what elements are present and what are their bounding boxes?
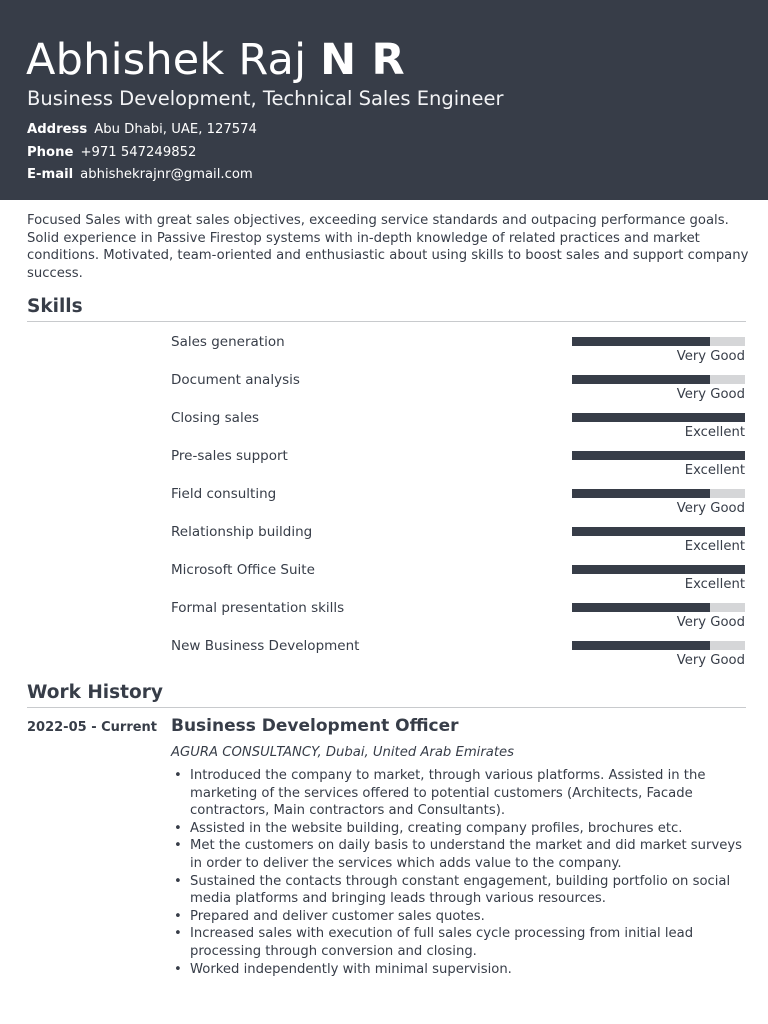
skill-row bbox=[0, 409, 768, 447]
contact-label: E-mail bbox=[27, 167, 74, 182]
skill-rating-fill bbox=[572, 375, 710, 384]
skill-level: Excellent bbox=[684, 539, 745, 554]
contact-value: abhishekrajnr@gmail.com bbox=[80, 167, 253, 182]
job-dates: 2022-05 - Current bbox=[27, 720, 158, 735]
skill-row bbox=[0, 485, 768, 523]
skill-name: Microsoft Office Suite bbox=[171, 562, 315, 578]
contact-value: Abu Dhabi, UAE, 127574 bbox=[94, 122, 257, 137]
skill-name: Relationship building bbox=[171, 524, 313, 540]
responsibility-item: • Assisted in the website building, creating company profiles, brochures etc. bbox=[171, 820, 751, 838]
skill-level: Excellent bbox=[684, 463, 745, 478]
skill-rating-bar bbox=[572, 641, 745, 650]
skill-rating-fill bbox=[572, 603, 710, 612]
contact-phone bbox=[27, 144, 196, 162]
job-title: Business Development Officer bbox=[171, 716, 459, 736]
work-history-heading: Work History bbox=[27, 682, 163, 703]
responsibility-item: • Increased sales with execution of full sales cycle processing from initial lead processing through conversion and closing. bbox=[171, 925, 751, 960]
skill-name: Document analysis bbox=[171, 372, 300, 388]
skill-rating-fill bbox=[572, 337, 710, 346]
skill-rating-bar bbox=[572, 527, 745, 536]
skill-rating-fill bbox=[572, 527, 745, 536]
skill-rating-fill bbox=[572, 451, 745, 460]
skill-rating-bar bbox=[572, 451, 745, 460]
skill-name: New Business Development bbox=[171, 638, 360, 654]
skills-divider bbox=[27, 321, 746, 322]
skill-name: Formal presentation skills bbox=[171, 600, 345, 616]
skill-level: Very Good bbox=[676, 501, 745, 516]
skill-name: Closing sales bbox=[171, 410, 260, 426]
skill-rating-fill bbox=[572, 413, 745, 422]
job-responsibilities bbox=[171, 767, 751, 978]
resume-header bbox=[0, 0, 768, 200]
skill-rating-fill bbox=[572, 641, 710, 650]
skill-row bbox=[0, 523, 768, 561]
skill-rating-bar bbox=[572, 565, 745, 574]
contact-label: Address bbox=[27, 122, 88, 137]
contact-value: +971 547249852 bbox=[80, 145, 197, 160]
skill-rating-fill bbox=[572, 565, 745, 574]
responsibility-item: • Sustained the contacts through constant engagement, building portfolio on social media platforms and bringing leads through various resources. bbox=[171, 873, 751, 908]
skill-name: Sales generation bbox=[171, 334, 285, 350]
name-last: N R bbox=[320, 35, 405, 85]
contact-email bbox=[27, 166, 253, 184]
responsibility-item: • Introduced the company to market, through various platforms. Assisted in the marketing of the services offered to potential customers (Architects, Facade contractors, Main contractors and Consultants). bbox=[171, 767, 751, 820]
skill-row bbox=[0, 561, 768, 599]
responsibility-item: • Met the customers on daily basis to understand the market and did market surveys in order to deliver the services which adds value to the company. bbox=[171, 837, 751, 872]
skill-rating-bar bbox=[572, 337, 745, 346]
job-company: AGURA CONSULTANCY, Dubai, United Arab Emirates bbox=[171, 745, 514, 760]
responsibility-item: • Worked independently with minimal supervision. bbox=[171, 961, 751, 979]
skill-rating-bar bbox=[572, 489, 745, 498]
skills-heading: Skills bbox=[27, 296, 83, 317]
profile-summary: Focused Sales with great sales objectives, exceeding service standards and outpacing performance goals. Solid experience in Passive Firestop systems with in-depth knowledge of related practices and market conditions. Motivated, team-oriented and enthusiastic about using skills to boost sales and support company success. bbox=[27, 213, 749, 281]
skill-rating-bar bbox=[572, 603, 745, 612]
responsibility-item: • Prepared and deliver customer sales quotes. bbox=[171, 908, 751, 926]
skill-rating-bar bbox=[572, 375, 745, 384]
skill-row bbox=[0, 333, 768, 371]
work-history-divider bbox=[27, 707, 746, 708]
skill-level: Very Good bbox=[676, 615, 745, 630]
skill-row bbox=[0, 599, 768, 637]
skill-name: Field consulting bbox=[171, 486, 277, 502]
skill-level: Excellent bbox=[684, 425, 745, 440]
skill-name: Pre-sales support bbox=[171, 448, 288, 464]
skill-row bbox=[0, 447, 768, 485]
job-headline: Business Development, Technical Sales Engineer bbox=[27, 87, 504, 110]
skill-rating-bar bbox=[572, 413, 745, 422]
skill-level: Very Good bbox=[676, 653, 745, 668]
candidate-name bbox=[26, 34, 405, 86]
skill-rating-fill bbox=[572, 489, 710, 498]
contact-address bbox=[27, 121, 257, 139]
skill-row bbox=[0, 637, 768, 675]
skill-level: Very Good bbox=[676, 349, 745, 364]
skill-level: Excellent bbox=[684, 577, 745, 592]
skill-level: Very Good bbox=[676, 387, 745, 402]
contact-label: Phone bbox=[27, 145, 74, 160]
name-first: Abhishek Raj bbox=[26, 35, 307, 85]
skill-row bbox=[0, 371, 768, 409]
